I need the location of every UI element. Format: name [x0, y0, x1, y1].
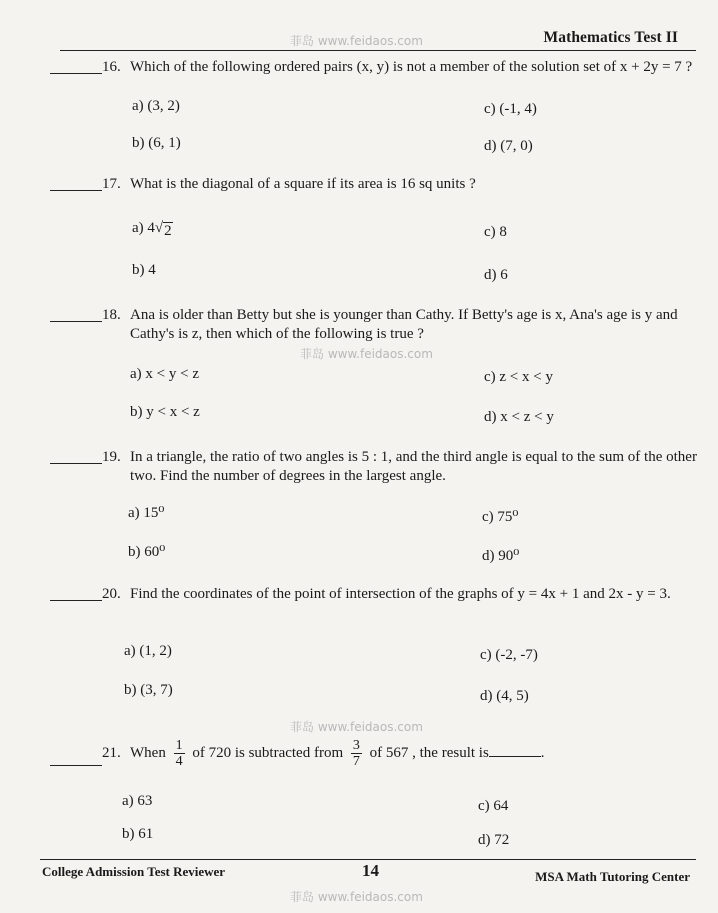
- option-d: d) (7, 0): [484, 138, 533, 154]
- question-17: [50, 175, 700, 194]
- footer-book-title: College Admission Test Reviewer: [42, 864, 226, 879]
- question-text: [130, 738, 700, 769]
- option-a: [132, 220, 173, 240]
- option-b: b) y < x < z: [130, 404, 200, 420]
- option-b: b) (6, 1): [132, 135, 181, 151]
- text-period: .: [540, 744, 545, 761]
- question-text: Find the coordinates of the point of intersection of the graphs of y = 4x + 1 and 2x - y = 3.: [130, 586, 671, 602]
- footer-publisher: MSA Math Tutoring Center: [535, 869, 690, 884]
- fraction-denominator: 7: [352, 754, 360, 769]
- answer-blank-20[interactable]: [50, 585, 102, 601]
- answer-blank-17[interactable]: [50, 175, 102, 191]
- option-a: a) x < y < z: [130, 366, 199, 382]
- header-rule: [60, 50, 696, 51]
- result-blank[interactable]: [489, 742, 541, 757]
- option-d: d) 90⁰: [482, 548, 520, 564]
- watermark-lower: 菲岛 www.feidaos.com: [290, 720, 423, 734]
- option-c: c) 64: [478, 798, 509, 814]
- option-b: b) 60⁰: [128, 544, 166, 560]
- question-number: 18.: [102, 307, 121, 323]
- answer-blank-21[interactable]: [50, 750, 102, 766]
- option-c: c) (-1, 4): [484, 101, 537, 117]
- option-label: a): [132, 220, 144, 236]
- question-number: 20.: [102, 586, 121, 602]
- question-text: In a triangle, the ratio of two angles is 5 : 1, and the third angle is equal to the sum of the other two. Find the number of degrees in the largest angle.: [130, 449, 697, 484]
- option-a: a) (3, 2): [132, 98, 180, 114]
- page-number: 14: [362, 861, 379, 880]
- fraction-numerator: 3: [352, 738, 360, 753]
- option-d: d) 6: [484, 267, 508, 283]
- watermark-top: 菲岛 www.feidaos.com: [290, 34, 423, 48]
- option-a: a) (1, 2): [124, 643, 172, 659]
- option-d: d) (4, 5): [480, 688, 529, 704]
- option-c: c) 8: [484, 224, 507, 240]
- question-21: [50, 738, 700, 769]
- question-text: Which of the following ordered pairs (x, y) is not a member of the solution set of x + 2y = 7 ?: [130, 59, 693, 75]
- option-d: d) x < z < y: [484, 409, 554, 425]
- watermark-bottom: 菲岛 www.feidaos.com: [290, 890, 423, 904]
- option-a: a) 15⁰: [128, 505, 165, 521]
- text-middle: of 720 is subtracted from: [192, 744, 344, 761]
- page-header-title: Mathematics Test II: [543, 29, 678, 46]
- question-text: Ana is older than Betty but she is younger than Cathy. If Betty's age is x, Ana's age is y and Cathy's is z, then which of the following is true ?: [130, 307, 678, 342]
- question-text: What is the diagonal of a square if its area is 16 sq units ?: [130, 176, 476, 192]
- question-number: 21.: [102, 745, 121, 761]
- question-20: [50, 585, 700, 604]
- answer-blank-16[interactable]: [50, 58, 102, 74]
- answer-blank-19[interactable]: [50, 448, 102, 464]
- option-c: c) 75⁰: [482, 509, 519, 525]
- question-number: 19.: [102, 449, 121, 465]
- fraction-denominator: 4: [175, 754, 183, 769]
- sqrt-expression: [147, 220, 172, 240]
- coefficient: 4: [147, 220, 155, 236]
- option-b: b) (3, 7): [124, 682, 173, 698]
- question-16: [50, 58, 700, 77]
- text-end: of 567 , the result is: [369, 744, 489, 761]
- option-c: c) z < x < y: [484, 369, 553, 385]
- option-c: c) (-2, -7): [480, 647, 538, 663]
- question-number: 16.: [102, 59, 121, 75]
- question-18: [50, 306, 700, 344]
- option-b: b) 61: [122, 826, 154, 842]
- radical-sign: √: [154, 220, 164, 236]
- answer-blank-18[interactable]: [50, 306, 102, 322]
- footer-rule: [40, 859, 696, 860]
- fraction-three-sevenths: [351, 738, 362, 769]
- option-d: d) 72: [478, 832, 510, 848]
- question-number: 17.: [102, 176, 121, 192]
- option-b: b) 4: [132, 262, 156, 278]
- radicand: 2: [164, 223, 172, 239]
- watermark-middle: 菲岛 www.feidaos.com: [300, 347, 433, 361]
- question-19: [50, 448, 700, 486]
- fraction-one-fourth: [174, 738, 185, 769]
- fraction-numerator: 1: [175, 738, 183, 753]
- option-a: a) 63: [122, 793, 153, 809]
- text-when: When: [130, 744, 166, 761]
